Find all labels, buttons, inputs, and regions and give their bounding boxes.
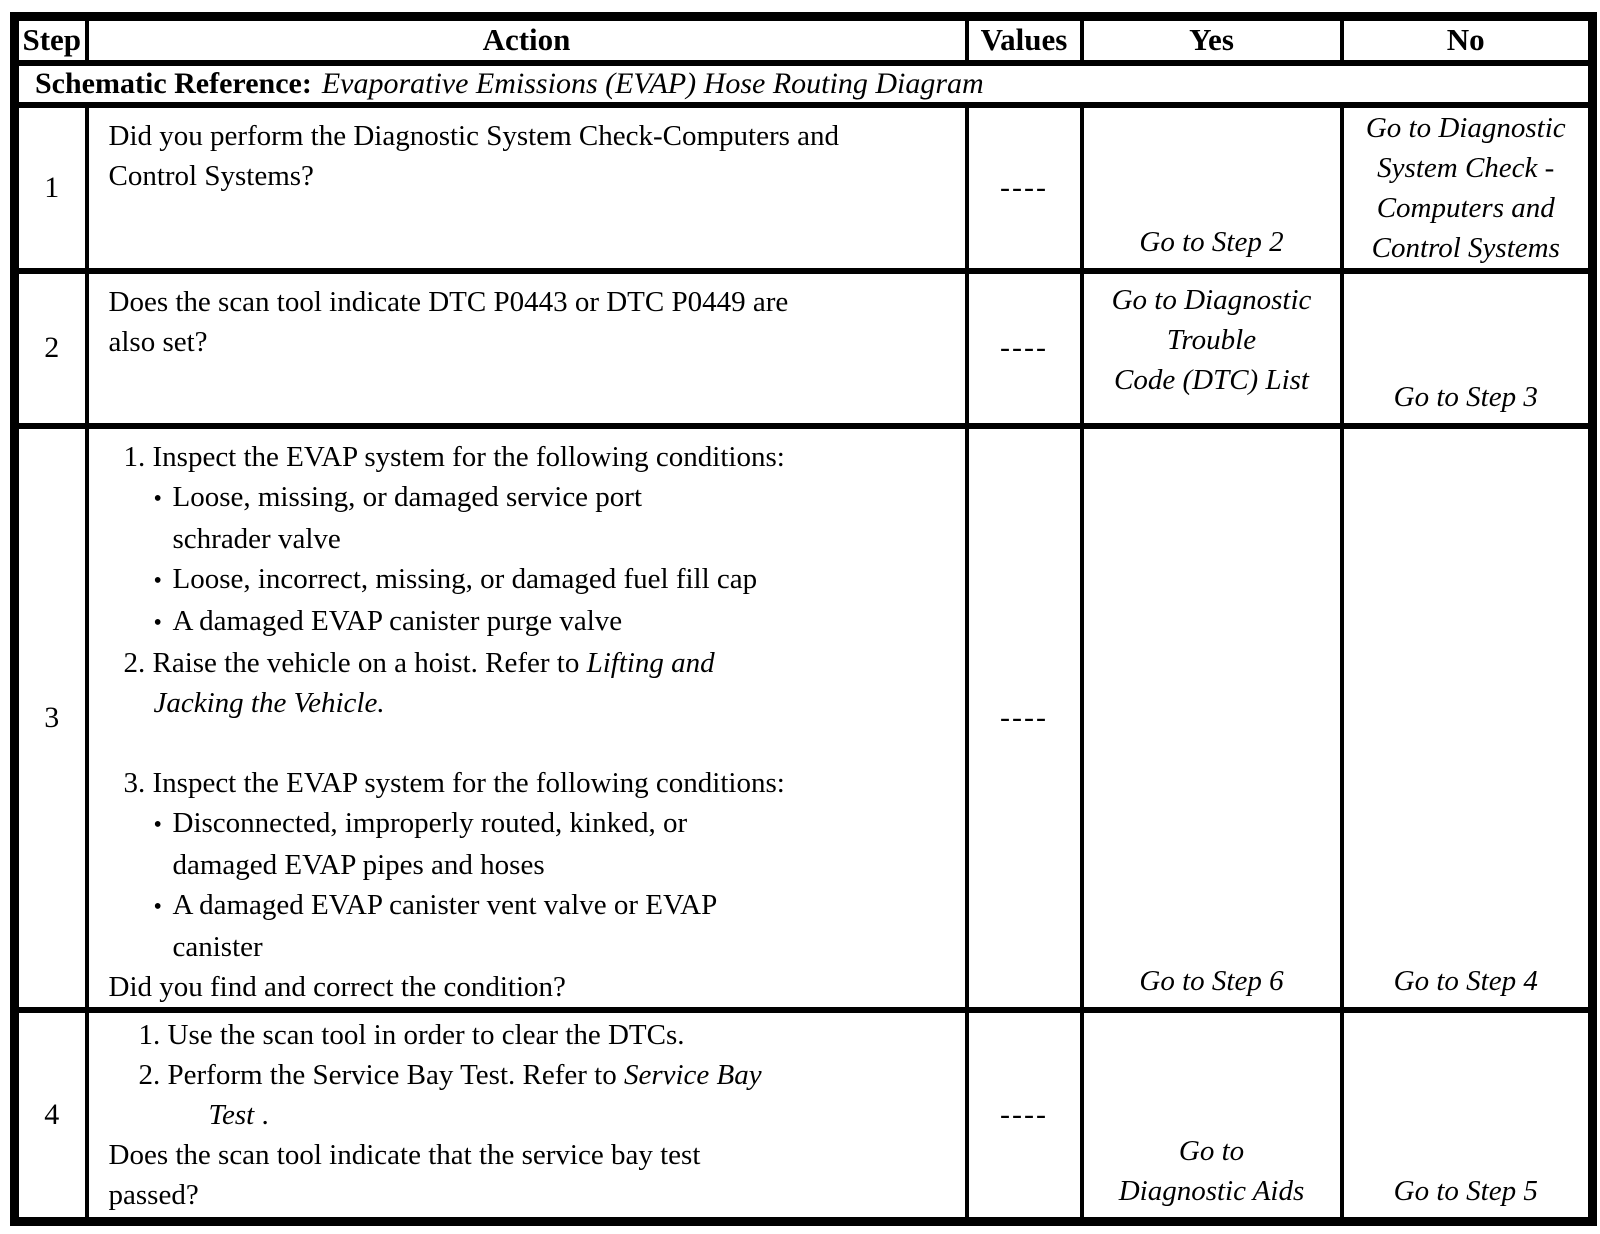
bullet-text: Disconnected, improperly routed, kinked, or xyxy=(172,806,688,839)
action-cell xyxy=(87,271,967,426)
goto-line: Go to Step 2 xyxy=(1139,225,1284,258)
schematic-reference-row xyxy=(15,63,1593,105)
step-number: 3 xyxy=(15,426,87,1010)
action-line xyxy=(89,477,965,519)
table-row xyxy=(15,105,1593,271)
reference-link-text: Jacking the Vehicle. xyxy=(153,686,385,719)
bullet-icon: • xyxy=(153,811,162,838)
goto-line: Control Systems xyxy=(1371,231,1560,264)
schematic-reference-value: Evaporative Emissions (EVAP) Hose Routing Diagram xyxy=(321,66,984,100)
no-cell xyxy=(1342,1010,1593,1222)
action-question: passed? xyxy=(108,1178,199,1211)
yes-cell xyxy=(1082,1010,1342,1222)
action-cell xyxy=(87,426,967,1010)
action-text: 2. Raise the vehicle on a hoist. Refer to xyxy=(123,646,587,679)
goto-line: Go to Diagnostic xyxy=(1365,111,1566,144)
goto-line: Trouble xyxy=(1166,323,1257,356)
action-line: schrader valve xyxy=(172,522,341,555)
header-cell-action: Action xyxy=(87,17,967,63)
values-cell: ---- xyxy=(967,105,1082,271)
goto-line: Go to Step 3 xyxy=(1393,380,1538,413)
table-row xyxy=(15,426,1593,1010)
bullet-text: A damaged EVAP canister purge valve xyxy=(172,604,623,637)
action-line: also set? xyxy=(108,325,208,358)
header-cell-yes: Yes xyxy=(1082,17,1342,63)
table-row xyxy=(15,1010,1593,1222)
no-cell xyxy=(1342,271,1593,426)
goto-line: Computers and xyxy=(1376,191,1555,224)
action-line xyxy=(89,1095,965,1135)
action-question: Does the scan tool indicate that the service bay test xyxy=(108,1138,701,1171)
values-cell: ---- xyxy=(967,426,1082,1010)
goto-line: Go to Diagnostic xyxy=(1111,283,1312,316)
action-line xyxy=(89,601,965,643)
action-line xyxy=(89,885,965,927)
goto-line: Diagnostic Aids xyxy=(1118,1175,1305,1207)
reference-link-text: Test xyxy=(208,1098,255,1131)
action-question: Did you find and correct the condition? xyxy=(108,970,566,1003)
goto-line: Code (DTC) List xyxy=(1114,363,1309,396)
goto-line: Go to Step 4 xyxy=(1393,964,1538,997)
diagnostic-steps-table xyxy=(10,12,1597,1226)
bullet-text: A damaged EVAP canister vent valve or EVAP xyxy=(172,888,718,921)
bullet-text: Loose, incorrect, missing, or damaged fuel fill cap xyxy=(172,562,758,595)
action-line xyxy=(89,803,965,845)
no-cell xyxy=(1342,426,1593,1010)
step-number: 1 xyxy=(15,105,87,271)
action-line: 1. Inspect the EVAP system for the following conditions: xyxy=(123,440,785,473)
action-line xyxy=(89,559,965,601)
values-cell: ---- xyxy=(967,271,1082,426)
bullet-icon: • xyxy=(153,485,162,512)
yes-cell xyxy=(1082,105,1342,271)
action-line: Does the scan tool indicate DTC P0443 or DTC P0449 are xyxy=(108,285,789,318)
action-line: canister xyxy=(172,930,263,963)
action-line xyxy=(89,1055,965,1095)
blank-line xyxy=(89,723,965,763)
action-line: 1. Use the scan tool in order to clear the DTCs. xyxy=(138,1018,685,1051)
table-row xyxy=(15,271,1593,426)
bullet-icon: • xyxy=(153,609,162,636)
header-cell-step: Step xyxy=(15,17,87,63)
action-line: damaged EVAP pipes and hoses xyxy=(172,848,545,881)
action-line: Did you perform the Diagnostic System Check-Computers and xyxy=(108,119,840,152)
goto-line: Go to xyxy=(1178,1135,1245,1167)
goto-line: System Check - xyxy=(1377,151,1555,184)
document-page xyxy=(0,12,1600,1234)
reference-link-text: Lifting and xyxy=(586,646,715,679)
schematic-reference-label: Schematic Reference: xyxy=(35,66,312,100)
action-cell xyxy=(87,105,967,271)
bullet-text: Loose, missing, or damaged service port xyxy=(172,480,643,513)
bullet-icon: • xyxy=(153,893,162,920)
action-line: Control Systems? xyxy=(108,159,314,192)
action-cell xyxy=(87,1010,967,1222)
yes-cell xyxy=(1082,271,1342,426)
goto-line: Go to Step 6 xyxy=(1139,964,1284,997)
step-number: 2 xyxy=(15,271,87,426)
goto-line: Go to Step 5 xyxy=(1393,1175,1538,1207)
schematic-reference-cell xyxy=(15,63,1593,105)
header-cell-values: Values xyxy=(967,17,1082,63)
action-text: 2. Perform the Service Bay Test. Refer to xyxy=(138,1058,624,1091)
action-text: . xyxy=(254,1098,269,1131)
action-line xyxy=(89,643,965,683)
table-header-row xyxy=(15,17,1593,63)
bullet-icon: • xyxy=(153,567,162,594)
reference-link-text: Service Bay xyxy=(623,1058,762,1091)
step-number: 4 xyxy=(15,1010,87,1222)
no-cell xyxy=(1342,105,1593,271)
yes-cell xyxy=(1082,426,1342,1010)
values-cell: ---- xyxy=(967,1010,1082,1222)
header-cell-no: No xyxy=(1342,17,1593,63)
action-line: 3. Inspect the EVAP system for the following conditions: xyxy=(123,766,785,799)
